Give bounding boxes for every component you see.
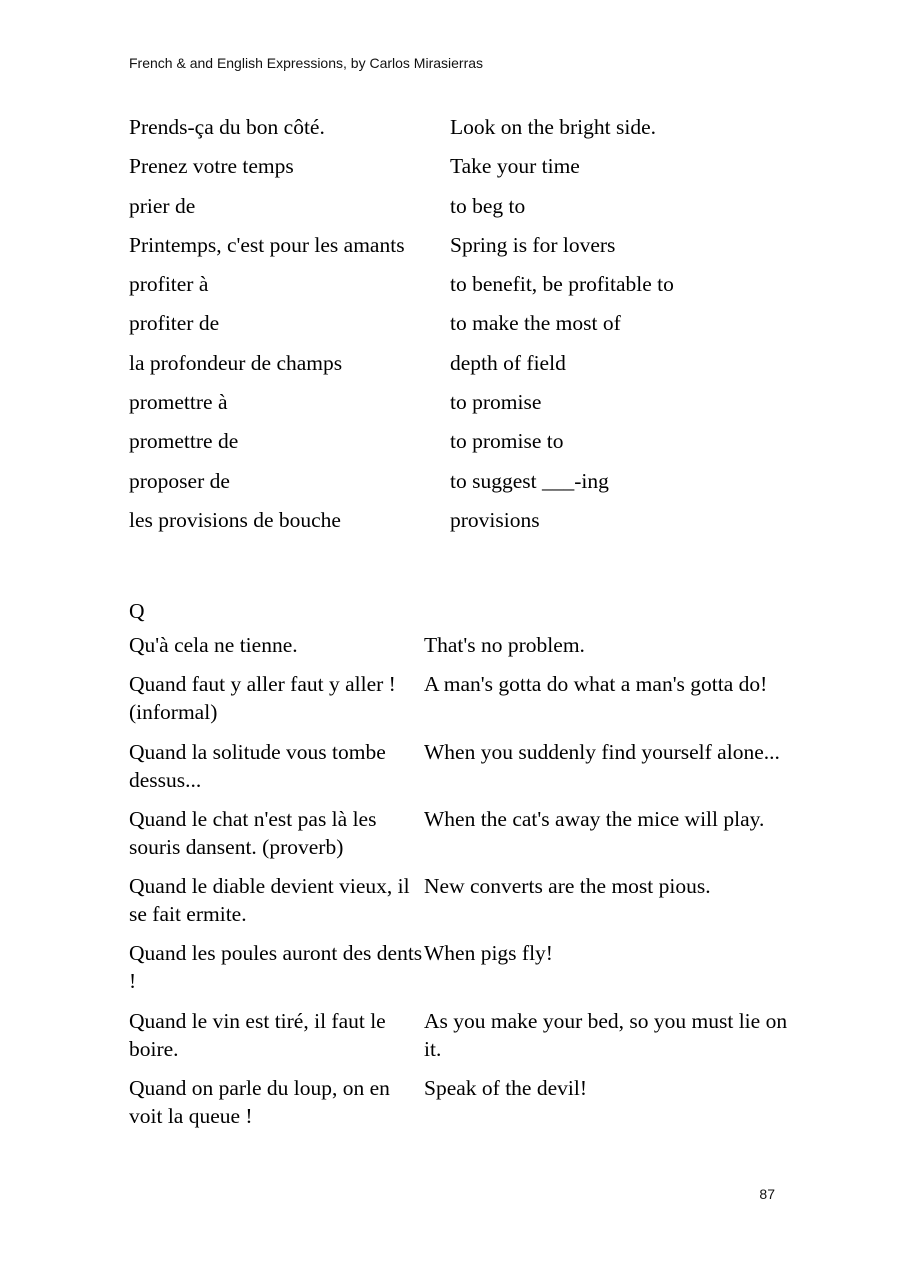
table-row <box>129 939 789 995</box>
english-translation: Speak of the devil! <box>424 1076 587 1101</box>
french-expression: profiter de <box>129 311 220 336</box>
french-expression: Qu'à cela ne tienne. <box>129 633 298 657</box>
table-row <box>129 670 789 726</box>
english-translation: Look on the bright side. <box>450 115 657 139</box>
french-expression: Quand le chat n'est pas là les souris dansent. (proverb) <box>129 806 377 859</box>
table-row <box>129 427 789 455</box>
expressions-table-q <box>129 631 789 1141</box>
english-translation: As you make your bed, so you must lie on it. <box>424 1008 788 1061</box>
english-translation: to make the most of <box>450 311 621 336</box>
english-translation: to beg to <box>450 193 526 218</box>
english-translation: When pigs fly! <box>424 941 553 966</box>
english-translation: provisions <box>450 507 540 532</box>
french-expression: Quand le vin est tiré, il faut le boire. <box>129 1008 386 1061</box>
french-expression: proposer de <box>129 468 230 493</box>
table-row <box>129 467 789 495</box>
english-translation: to promise <box>450 390 542 415</box>
english-translation: That's no problem. <box>424 633 585 657</box>
french-expression: Quand faut y aller faut y aller ! (informal) <box>129 672 396 725</box>
page-number: 87 <box>759 1186 775 1202</box>
running-header: French & and English Expressions, by Carlos Mirasierras <box>129 55 484 71</box>
english-translation: to promise to <box>450 429 564 454</box>
table-row <box>129 1007 789 1063</box>
french-expression: Quand les poules auront des dents ! <box>129 941 423 994</box>
french-expression: Quand le diable devient vieux, il se fait ermite. <box>129 874 410 927</box>
table-row <box>129 388 789 416</box>
table-row <box>129 805 789 861</box>
english-translation: Spring is for lovers <box>450 232 616 257</box>
english-translation: When the cat's away the mice will play. <box>424 806 765 831</box>
table-row <box>129 872 789 928</box>
english-translation: When you suddenly find yourself alone... <box>424 739 780 764</box>
english-translation: to benefit, be profitable to <box>450 272 674 297</box>
table-row <box>129 1074 789 1130</box>
french-expression: Printemps, c'est pour les amants <box>129 232 405 257</box>
french-expression: les provisions de bouche <box>129 507 341 532</box>
french-expression: Quand on parle du loup, on en voit la queue ! <box>129 1076 390 1129</box>
french-expression: Prends-ça du bon côté. <box>129 115 325 139</box>
french-expression: promettre de <box>129 429 239 454</box>
table-row <box>129 631 789 659</box>
table-row <box>129 270 789 298</box>
table-row <box>129 152 789 180</box>
section-letter-heading: Q <box>129 599 145 623</box>
table-row <box>129 231 789 259</box>
french-expression: promettre à <box>129 390 228 415</box>
expressions-table-p <box>129 113 789 545</box>
french-expression: la profondeur de champs <box>129 350 343 375</box>
english-translation: New converts are the most pious. <box>424 874 711 899</box>
table-row <box>129 506 789 534</box>
table-row <box>129 738 789 794</box>
table-row <box>129 349 789 377</box>
french-expression: Prenez votre temps <box>129 154 294 179</box>
table-row <box>129 113 789 141</box>
english-translation: depth of field <box>450 350 566 375</box>
table-row <box>129 309 789 337</box>
french-expression: profiter à <box>129 272 209 297</box>
english-translation: to suggest ___-ing <box>450 468 609 493</box>
english-translation: Take your time <box>450 154 580 179</box>
french-expression: prier de <box>129 193 196 218</box>
english-translation: A man's gotta do what a man's gotta do! <box>424 672 768 697</box>
french-expression: Quand la solitude vous tombe dessus... <box>129 739 386 792</box>
table-row <box>129 192 789 220</box>
